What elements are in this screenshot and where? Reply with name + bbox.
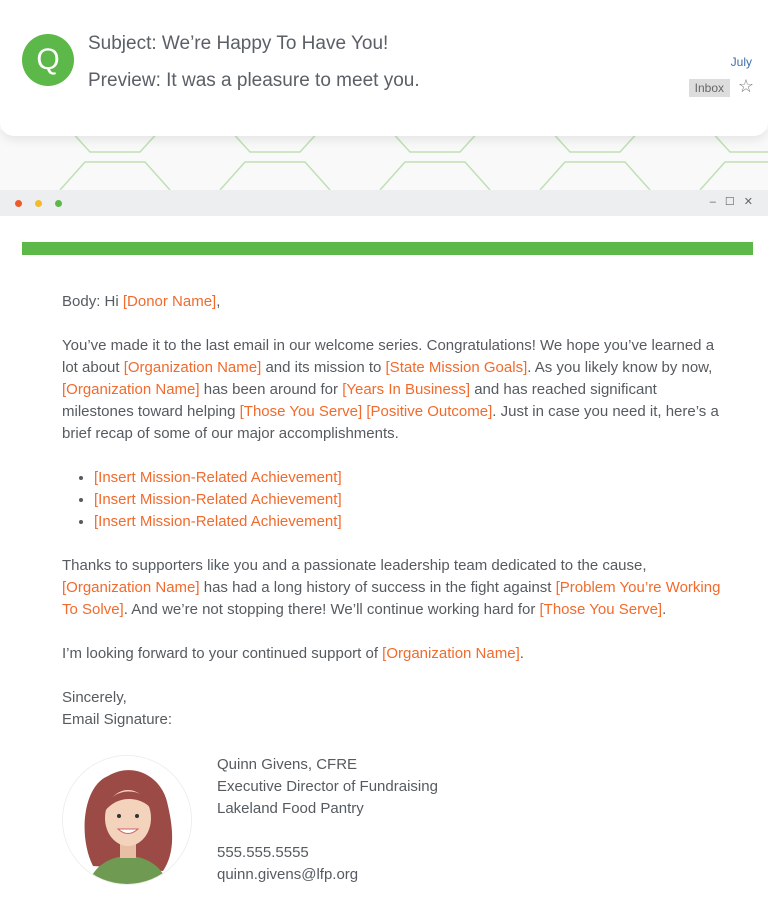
placeholder-field: [Donor Name] bbox=[122, 293, 217, 310]
signature-title: Executive Director of Fundraising bbox=[217, 778, 438, 795]
placeholder-field: [Those You Serve] bbox=[239, 403, 363, 420]
body-text: has had a long history of success in the fight against bbox=[199, 579, 556, 596]
minimize-dot[interactable] bbox=[35, 200, 42, 207]
body-text: . bbox=[519, 645, 524, 662]
inbox-label[interactable]: Inbox bbox=[689, 79, 730, 97]
hex-pattern bbox=[0, 130, 768, 190]
signature-portrait bbox=[62, 755, 192, 885]
achievement-item bbox=[94, 489, 722, 511]
placeholder-field: [Organization Name] bbox=[62, 381, 200, 398]
achievement-text: [Insert Mission-Related Achievement] bbox=[94, 469, 342, 486]
email-date: July bbox=[730, 55, 752, 69]
placeholder-field: [State Mission Goals] bbox=[385, 359, 528, 376]
body-text: You’ve made it to the last email in our welcome series. Congratulations! We hope you’ve learned a lot about bbox=[62, 337, 715, 376]
placeholder-field: [Years In Business] bbox=[342, 381, 471, 398]
header-accent-bar bbox=[22, 242, 753, 255]
body-text: . bbox=[662, 601, 667, 618]
achievement-item bbox=[94, 467, 722, 489]
body-text: . Just in case you need it, here’s a brief recap of some of our major accomplishments. bbox=[62, 403, 719, 442]
placeholder-field: [Organization Name] bbox=[382, 645, 520, 662]
signature-email[interactable]: quinn.givens@lfp.org bbox=[217, 866, 359, 883]
body-text: Thanks to supporters like you and a passionate leadership team dedicated to the cause, bbox=[62, 557, 647, 574]
body-text: I’m looking forward to your continued support of bbox=[62, 645, 383, 662]
body-text: has been around for bbox=[199, 381, 343, 398]
hex-pattern-background bbox=[0, 130, 768, 190]
maximize-dot[interactable] bbox=[55, 200, 62, 207]
achievement-list bbox=[94, 467, 722, 533]
body-text: Body: Hi bbox=[62, 293, 123, 310]
signature-name: Quinn Givens, CFRE bbox=[217, 756, 358, 773]
signature-phone: 555.555.5555 bbox=[217, 844, 309, 861]
body-text: and has reached significant milestones toward helping bbox=[62, 381, 657, 420]
body-paragraph bbox=[62, 643, 722, 665]
signature-label: Email Signature: bbox=[62, 711, 173, 728]
email-subject: Subject: We’re Happy To Have You! bbox=[88, 33, 389, 54]
placeholder-field: [Organization Name] bbox=[123, 359, 262, 376]
body-text: . And we’re not stopping there! We’ll continue working hard for bbox=[123, 601, 540, 618]
achievement-text: [Insert Mission-Related Achievement] bbox=[94, 491, 342, 508]
body-text: , bbox=[216, 293, 221, 310]
body-paragraph bbox=[62, 335, 722, 445]
window-controls[interactable]: – ☐ ✕ bbox=[709, 196, 756, 208]
body-text: . As you likely know by now, bbox=[527, 359, 713, 376]
signature-block bbox=[217, 754, 438, 886]
achievement-item bbox=[94, 511, 722, 533]
email-body bbox=[62, 291, 722, 731]
closing: Sincerely, bbox=[62, 689, 127, 706]
star-icon[interactable]: ☆ bbox=[737, 76, 754, 96]
placeholder-field: [Those You Serve] bbox=[539, 601, 663, 618]
email-list-item[interactable] bbox=[0, 0, 768, 136]
body-paragraph bbox=[62, 555, 722, 621]
email-preview: Preview: It was a pleasure to meet you. bbox=[88, 70, 420, 91]
placeholder-field: [Problem You’re Working To Solve] bbox=[62, 579, 721, 618]
body-text: and its mission to bbox=[261, 359, 386, 376]
achievement-text: [Insert Mission-Related Achievement] bbox=[94, 513, 342, 530]
signature-org: Lakeland Food Pantry bbox=[217, 800, 364, 817]
body-paragraph bbox=[62, 291, 722, 313]
sender-avatar: Q bbox=[22, 34, 74, 86]
window-titlebar bbox=[0, 190, 768, 216]
close-dot[interactable] bbox=[15, 200, 22, 207]
placeholder-field: [Organization Name] bbox=[62, 579, 200, 596]
placeholder-field: [Positive Outcome] bbox=[366, 403, 493, 420]
